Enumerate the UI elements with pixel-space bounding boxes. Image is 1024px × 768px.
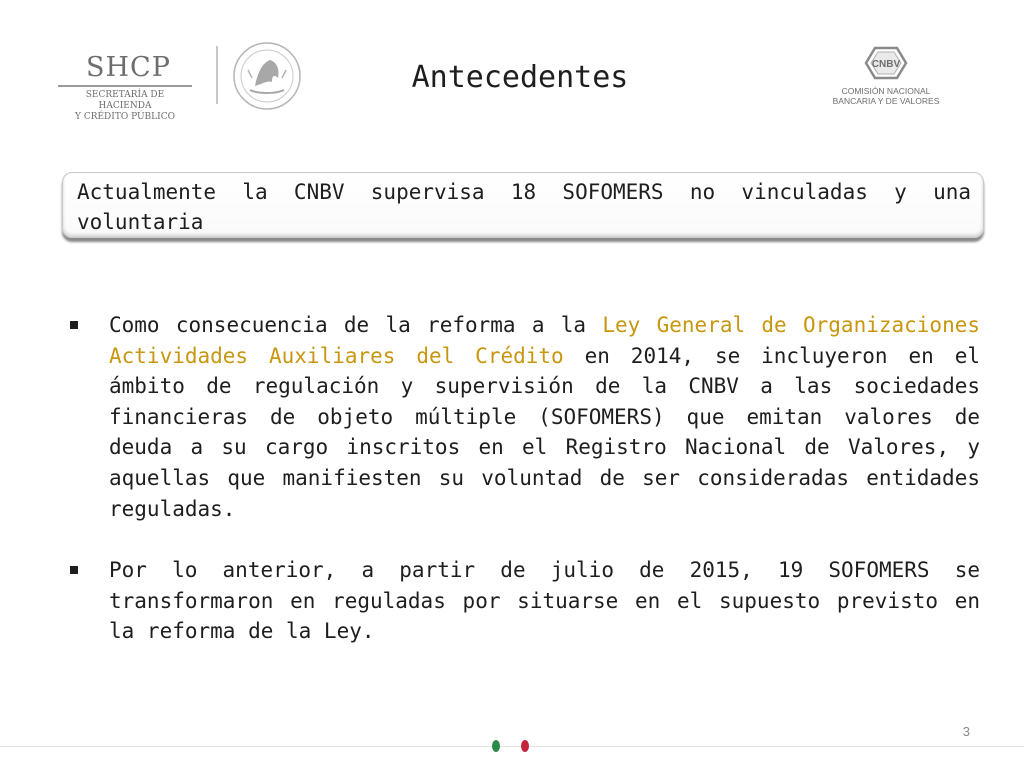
highlight-box: Actualmente la CNBV supervisa 18 SOFOMERS no vinculadas y una voluntaria: [62, 172, 984, 238]
shcp-subtitle-line-2: Y CRÉDITO PÚBLICO: [75, 112, 175, 122]
shcp-subtitle-line-1: SECRETARÍA DE HACIENDA: [85, 90, 165, 111]
green-dot-icon: [492, 740, 500, 752]
red-dot-icon: [521, 740, 529, 752]
slide-header: [0, 0, 1024, 130]
page-title: Antecedentes: [411, 60, 629, 95]
bullet-item: [66, 310, 980, 524]
cnbv-subtitle-line-1: COMISIÓN NACIONAL: [841, 86, 931, 96]
bullet-text: Por lo anterior, a partir de julio de 2015, 19 SOFOMERS se transformaron en reguladas por situarse en el supuesto previsto en la reforma de la Ley.: [109, 558, 980, 644]
cnbv-subtitle-line-2: BANCARIA Y DE VALORES: [832, 96, 940, 106]
bullet-text-after: en 2014, se incluyeron en el ámbito de regulación y supervisión de la CNBV a las sociedades financieras de objeto múltiple (SOFOMERS) que emitan valores de deuda a su cargo inscritos en el Registro Nacional de Valores, y aquellas que manifiesten su voluntad de ser consideradas entidades reguladas.: [109, 343, 980, 521]
cnbv-logo: [826, 44, 946, 118]
shcp-logo-title: SHCP: [86, 52, 171, 83]
bullet-item: [66, 555, 980, 647]
footer-line: [0, 746, 1024, 747]
cnbv-logo-subtitle: [826, 86, 946, 106]
square-bullet-icon: [70, 321, 78, 329]
cnbv-hexagon-icon: [826, 44, 946, 84]
bullet-text: [109, 310, 980, 524]
bullet-text-before: Como consecuencia de la reforma a la: [109, 313, 603, 337]
bullet-list: [66, 310, 980, 678]
law-name-highlight: Ley General de Organizaciones Actividades Auxiliares del Crédito: [109, 313, 981, 368]
cnbv-logo-mark: CNBV: [871, 59, 901, 70]
square-bullet-icon: [70, 566, 78, 574]
page-number: 3: [962, 724, 970, 739]
